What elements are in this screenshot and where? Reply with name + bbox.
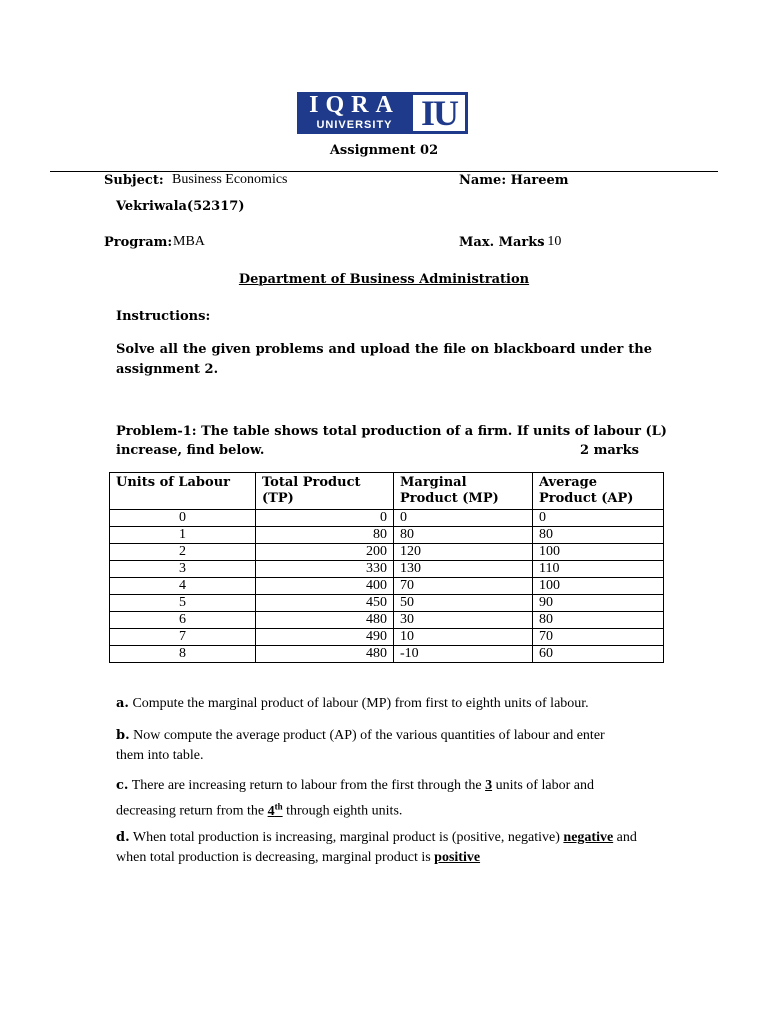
cell-ap: 100 xyxy=(533,544,664,561)
table-row xyxy=(110,561,664,578)
cell-labour: 5 xyxy=(110,595,256,612)
cell-mp: 80 xyxy=(394,527,533,544)
header-divider xyxy=(50,171,718,172)
cell-labour: 7 xyxy=(110,629,256,646)
university-logo xyxy=(297,92,468,134)
logo-iqra-text: IQRA xyxy=(309,92,400,118)
cell-ap: 80 xyxy=(533,612,664,629)
cell-ap: 0 xyxy=(533,510,664,527)
question-c-label: c. xyxy=(116,778,129,793)
problem-line-1: Problem-1: The table shows total production of a firm. If units of labour (L) xyxy=(116,424,667,439)
question-c-answer-2 xyxy=(267,801,283,819)
table-row xyxy=(110,527,664,544)
department-heading xyxy=(0,272,768,287)
cell-labour: 1 xyxy=(110,527,256,544)
instructions-label: Instructions: xyxy=(116,309,211,324)
name-continued: Vekriwala(52317) xyxy=(116,199,245,214)
cell-tp: 450 xyxy=(256,595,394,612)
header-units-of-labour: Units of Labour xyxy=(110,473,256,510)
question-d-text-1: When total production is increasing, marginal product is (positive, negative) xyxy=(132,830,560,845)
cell-ap: 90 xyxy=(533,595,664,612)
cell-labour: 2 xyxy=(110,544,256,561)
question-c xyxy=(116,776,646,822)
department-text: Department of Business Administration xyxy=(238,272,530,287)
cell-mp: 0 xyxy=(394,510,533,527)
cell-mp: 120 xyxy=(394,544,533,561)
program-label: Program: xyxy=(104,235,173,250)
instructions-text: Solve all the given problems and upload the file on blackboard under the assignment 2. xyxy=(116,342,652,377)
cell-ap: 60 xyxy=(533,646,664,663)
cell-labour: 0 xyxy=(110,510,256,527)
question-c-text-2: units of labor and decreasing return from the xyxy=(116,778,594,819)
table-row xyxy=(110,646,664,663)
cell-labour: 3 xyxy=(110,561,256,578)
cell-tp: 480 xyxy=(256,612,394,629)
cell-ap: 70 xyxy=(533,629,664,646)
cell-tp: 330 xyxy=(256,561,394,578)
cell-mp: 130 xyxy=(394,561,533,578)
table-row xyxy=(110,629,664,646)
program-value: MBA xyxy=(173,234,205,249)
cell-mp: -10 xyxy=(394,646,533,663)
cell-tp: 0 xyxy=(256,510,394,527)
cell-labour: 6 xyxy=(110,612,256,629)
question-a-label: a. xyxy=(116,696,129,711)
cell-tp: 480 xyxy=(256,646,394,663)
question-c-answer-2-sup: th xyxy=(274,801,283,811)
problem-line-2: increase, find below. xyxy=(116,443,265,458)
question-d-label: d. xyxy=(116,830,130,845)
question-c-answer-2-num: 4 xyxy=(267,803,275,819)
assignment-title: Assignment 02 xyxy=(329,143,439,158)
cell-ap: 110 xyxy=(533,561,664,578)
cell-ap: 100 xyxy=(533,578,664,595)
logo-iu-mark: IU xyxy=(420,93,457,133)
question-a-text: Compute the marginal product of labour (MP) from first to eighth units of labour. xyxy=(132,696,589,711)
cell-mp: 50 xyxy=(394,595,533,612)
table-row xyxy=(110,578,664,595)
table-row xyxy=(110,510,664,527)
header-total-product: Total Product (TP) xyxy=(256,473,394,510)
question-b-text: Now compute the average product (AP) of the various quantities of labour and enter them into table. xyxy=(116,728,605,763)
question-c-text-1: There are increasing return to labour from the first through the xyxy=(131,778,482,793)
table-row xyxy=(110,612,664,629)
cell-tp: 400 xyxy=(256,578,394,595)
question-c-answer-1: 3 xyxy=(485,778,493,793)
question-d xyxy=(116,828,646,868)
header-average-product: Average Product (AP) xyxy=(533,473,664,510)
header-marginal-product: Marginal Product (MP) xyxy=(394,473,533,510)
cell-ap: 80 xyxy=(533,527,664,544)
logo-university-text: UNIVERSITY xyxy=(316,119,393,131)
question-c-text-3: through eighth units. xyxy=(286,803,403,819)
cell-mp: 30 xyxy=(394,612,533,629)
cell-labour: 4 xyxy=(110,578,256,595)
table-header-row xyxy=(110,473,664,510)
max-marks-label: Max. Marks xyxy=(459,235,545,250)
question-b xyxy=(116,726,636,766)
question-d-answer-2: positive xyxy=(434,850,481,865)
cell-tp: 80 xyxy=(256,527,394,544)
table-row xyxy=(110,544,664,561)
problem-marks: 2 marks xyxy=(580,443,639,458)
subject-label: Subject: xyxy=(104,173,164,188)
cell-mp: 10 xyxy=(394,629,533,646)
question-b-label: b. xyxy=(116,728,130,743)
table-row xyxy=(110,595,664,612)
cell-mp: 70 xyxy=(394,578,533,595)
name-label: Name: Hareem xyxy=(459,173,569,188)
cell-tp: 200 xyxy=(256,544,394,561)
cell-labour: 8 xyxy=(110,646,256,663)
cell-tp: 490 xyxy=(256,629,394,646)
max-marks-value: : 10 xyxy=(540,234,562,249)
production-table xyxy=(109,472,664,663)
question-d-answer-1: negative xyxy=(563,830,614,845)
question-d-text-2: and when total production is decreasing, marginal product is xyxy=(116,830,637,865)
question-a xyxy=(116,694,656,714)
subject-value: Business Economics xyxy=(172,172,288,187)
